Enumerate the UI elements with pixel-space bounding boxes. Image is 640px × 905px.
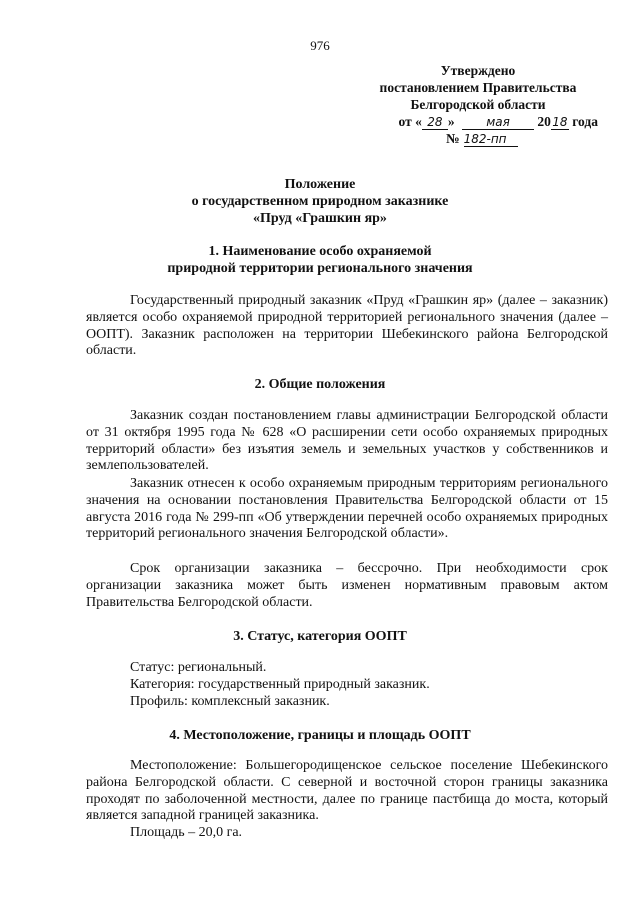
status-line: Статус: региональный. bbox=[130, 660, 267, 675]
page-number: 976 bbox=[310, 38, 330, 53]
number-prefix: № bbox=[446, 131, 460, 146]
document-number: 182-пп bbox=[464, 132, 518, 147]
section-2-heading: 2. Общие положения bbox=[254, 377, 386, 392]
date-day: 28 bbox=[422, 115, 448, 130]
approval-stamp bbox=[358, 62, 598, 147]
approval-number bbox=[358, 130, 598, 147]
document-title bbox=[0, 176, 640, 227]
title-line-3: «Пруд «Грашкин яр» bbox=[253, 211, 387, 226]
date-day-close: » bbox=[447, 114, 455, 129]
date-prefix: от « bbox=[398, 114, 422, 129]
date-year-prefix: 20 bbox=[537, 114, 551, 129]
area-line: Площадь – 20,0 га. bbox=[130, 825, 243, 840]
section-4-paragraph: Местоположение: Большегородищенское сельское поселение Шебекинского района Белгородской области. С северной и восточной сторон границы заказника проходят по заболоченной местности, далее по границе пастбища до моста, который является западной границей заказника. bbox=[86, 758, 608, 824]
section-1-heading bbox=[0, 243, 640, 277]
date-year-word: года bbox=[572, 114, 598, 129]
category-line: Категория: государственный природный заказник. bbox=[130, 677, 430, 692]
section-4-heading: 4. Местоположение, границы и площадь ООПТ bbox=[169, 728, 471, 743]
approval-line-1: Утверждено bbox=[440, 63, 516, 78]
section-2-paragraph-2: Заказник отнесен к особо охраняемым природным территориям регионального значения на основании постановления Правительства Белгородской области от 15 августа 2016 года № 299-пп «Об утверждении перечней особо охраняемых природных территорий регионального значения Белгородской области». bbox=[86, 476, 608, 542]
section-2-paragraph-1: Заказник создан постановлением главы администрации Белгородской области от 31 октября 1995 года № 628 «О расширении сети особо охраняемых природных территорий области» без изъятия земель и земельных участков у собственников и землепользователей. bbox=[86, 408, 608, 474]
section-1-paragraph: Государственный природный заказник «Пруд «Грашкин яр» (далее – заказник) является особо охраняемой природной территорией регионального значения (далее – ООПТ). Заказник расположен на территории Шебекинского района Белгородской области. bbox=[86, 293, 608, 359]
date-year-suffix: 18 bbox=[552, 115, 568, 129]
approval-line-3: Белгородской области bbox=[410, 97, 546, 112]
approval-date bbox=[358, 113, 598, 130]
section-3-heading: 3. Статус, категория ООПТ bbox=[233, 629, 407, 644]
section-1-heading-line-1: 1. Наименование особо охраняемой bbox=[208, 244, 432, 259]
section-2-paragraph-3: Срок организации заказника – бессрочно. При необходимости срок организации заказника может быть изменен нормативным правовым актом Правительства Белгородской области. bbox=[86, 561, 608, 610]
approval-line-2: постановлением Правительства bbox=[379, 80, 577, 95]
date-month: мая bbox=[462, 115, 534, 130]
section-1-heading-line-2: природной территории регионального значения bbox=[167, 261, 473, 276]
title-line-2: о государственном природном заказнике bbox=[191, 194, 449, 209]
title-line-1: Положение bbox=[284, 177, 356, 192]
profile-line: Профиль: комплексный заказник. bbox=[130, 694, 330, 709]
